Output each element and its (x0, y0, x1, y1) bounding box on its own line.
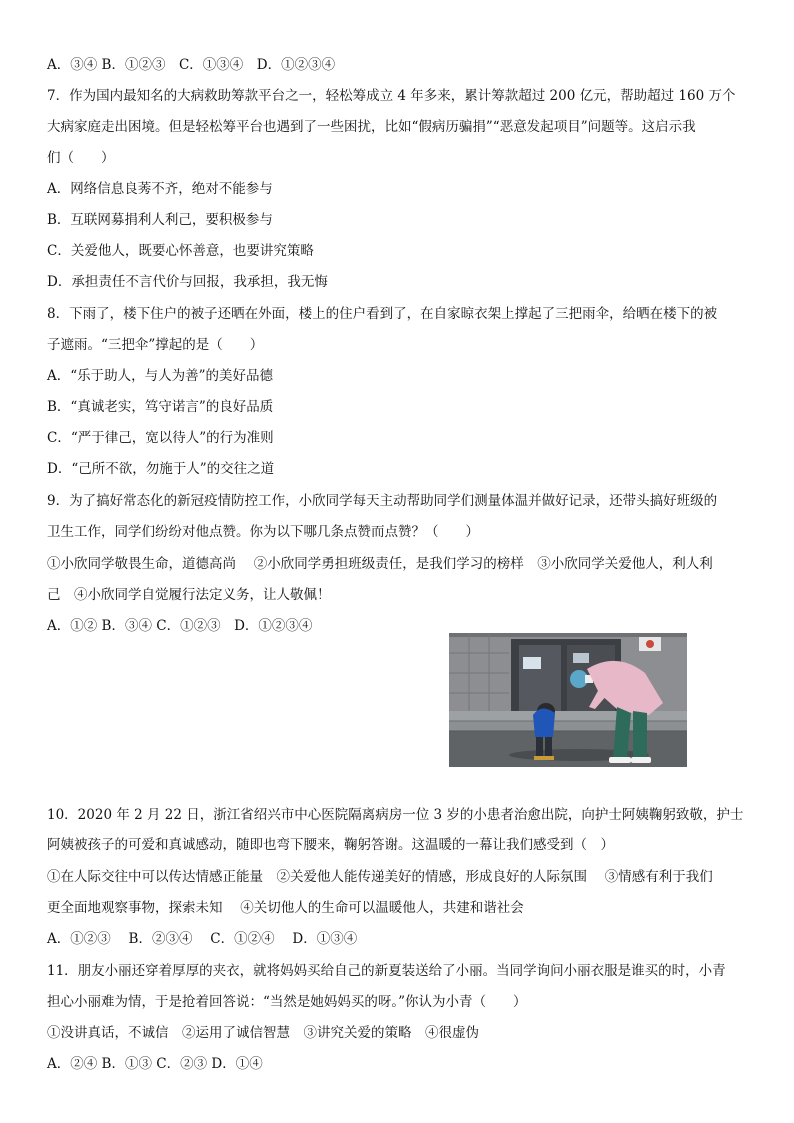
q10-stem-line1: 10．2020 年 2 月 22 日，浙江省绍兴市中心医院隔离病房一位 3 岁的小患者治愈出院，向护士阿姨鞠躬致敬，护士 (47, 807, 744, 823)
q7-option-b: B．互联网募捐利人利己，要积极参与 (47, 212, 273, 228)
q7-stem-line2: 大病家庭走出困境。但是轻松筹平台也遇到了一些困扰，比如“假病历骗捐”“恶意发起项目”问题等。这启示我 (47, 119, 696, 135)
q7-option-a: A．网络信息良莠不齐，绝对不能参与 (47, 181, 273, 197)
q9-options: A．①② B．③④ C．①②③ D．①②③④ (47, 618, 313, 634)
q9-stem-line1: 9．为了搞好常态化的新冠疫情防控工作，小欣同学每天主动帮助同学们测量体温并做好记录，还带头搞好班级的 (47, 493, 718, 509)
q8-stem-line1: 8．下雨了，楼下住户的被子还晒在外面，楼上的住户看到了，在自家晾衣架上撑起了三把雨伞，给晒在楼下的被 (47, 306, 718, 322)
nurse-child-bowing-photo (449, 633, 687, 767)
q7-option-d: D．承担责任不言代价与回报，我承担，我无悔 (47, 274, 328, 290)
q9-statements-line1: ①小欣同学敬畏生命，道德高尚 ②小欣同学勇担班级责任，是我们学习的榜样 ③小欣同学关爱他人，利人利 (47, 556, 713, 572)
q10-statements-line2: 更全面地观察事物，探索未知 ④关切他人的生命可以温暖他人，共建和谐社会 (47, 900, 524, 916)
q7-stem-line3: 们（ ） (47, 150, 115, 166)
q8-option-c: C．“严于律己，宽以待人”的行为准则 (47, 430, 274, 446)
q8-stem-line2: 子遮雨。“三把伞”撑起的是（ ） (47, 337, 264, 353)
q11-statements: ①没讲真话，不诚信 ②运用了诚信智慧 ③讲究关爱的策略 ④很虚伪 (47, 1025, 479, 1041)
q10-stem-line2: 阿姨被孩子的可爱和真诚感动，随即也弯下腰来，鞠躬答谢。这温暖的一幕让我们感受到（ ） (47, 837, 614, 853)
q11-stem-line2: 担心小丽难为情，于是抢着回答说：“当然是她妈妈买的呀。”你认为小青（ ） (47, 994, 527, 1010)
q10-options: A．①②③ B．②③④ C．①②④ D．①③④ (47, 931, 358, 947)
q9-statements-line2: 己 ④小欣同学自觉履行法定义务，让人敬佩！ (47, 587, 331, 603)
q8-option-b: B．“真诚老实，笃守诺言”的良好品质 (47, 399, 274, 415)
q8-option-a: A．“乐于助人，与人为善”的美好品德 (47, 368, 274, 384)
q6-options: A．③④ B．①②③ C．①③④ D．①②③④ (47, 57, 336, 73)
q7-stem-line1: 7．作为国内最知名的大病救助筹款平台之一，轻松筹成立 4 年多来，累计筹款超过 200 亿元，帮助超过 160 万个 (47, 88, 736, 104)
q7-option-c: C．关爱他人，既要心怀善意，也要讲究策略 (47, 243, 314, 259)
q8-option-d: D．“己所不欲，勿施于人”的交往之道 (47, 461, 275, 477)
q9-stem-line2: 卫生工作，同学们纷纷对他点赞。你为以下哪几条点赞而点赞？（ ） (47, 524, 479, 540)
q11-options: A．②④ B．①③ C．②③ D．①④ (47, 1056, 263, 1072)
q11-stem-line1: 11．朋友小丽还穿着厚厚的夹衣，就将妈妈买给自己的新夏装送给了小丽。当同学询问小丽衣服是谁买的时，小青 (47, 963, 726, 979)
q10-statements-line1: ①在人际交往中可以传达情感正能量 ②关爱他人能传递美好的情感，形成良好的人际氛围 ③情感有利于我们 (47, 869, 713, 885)
